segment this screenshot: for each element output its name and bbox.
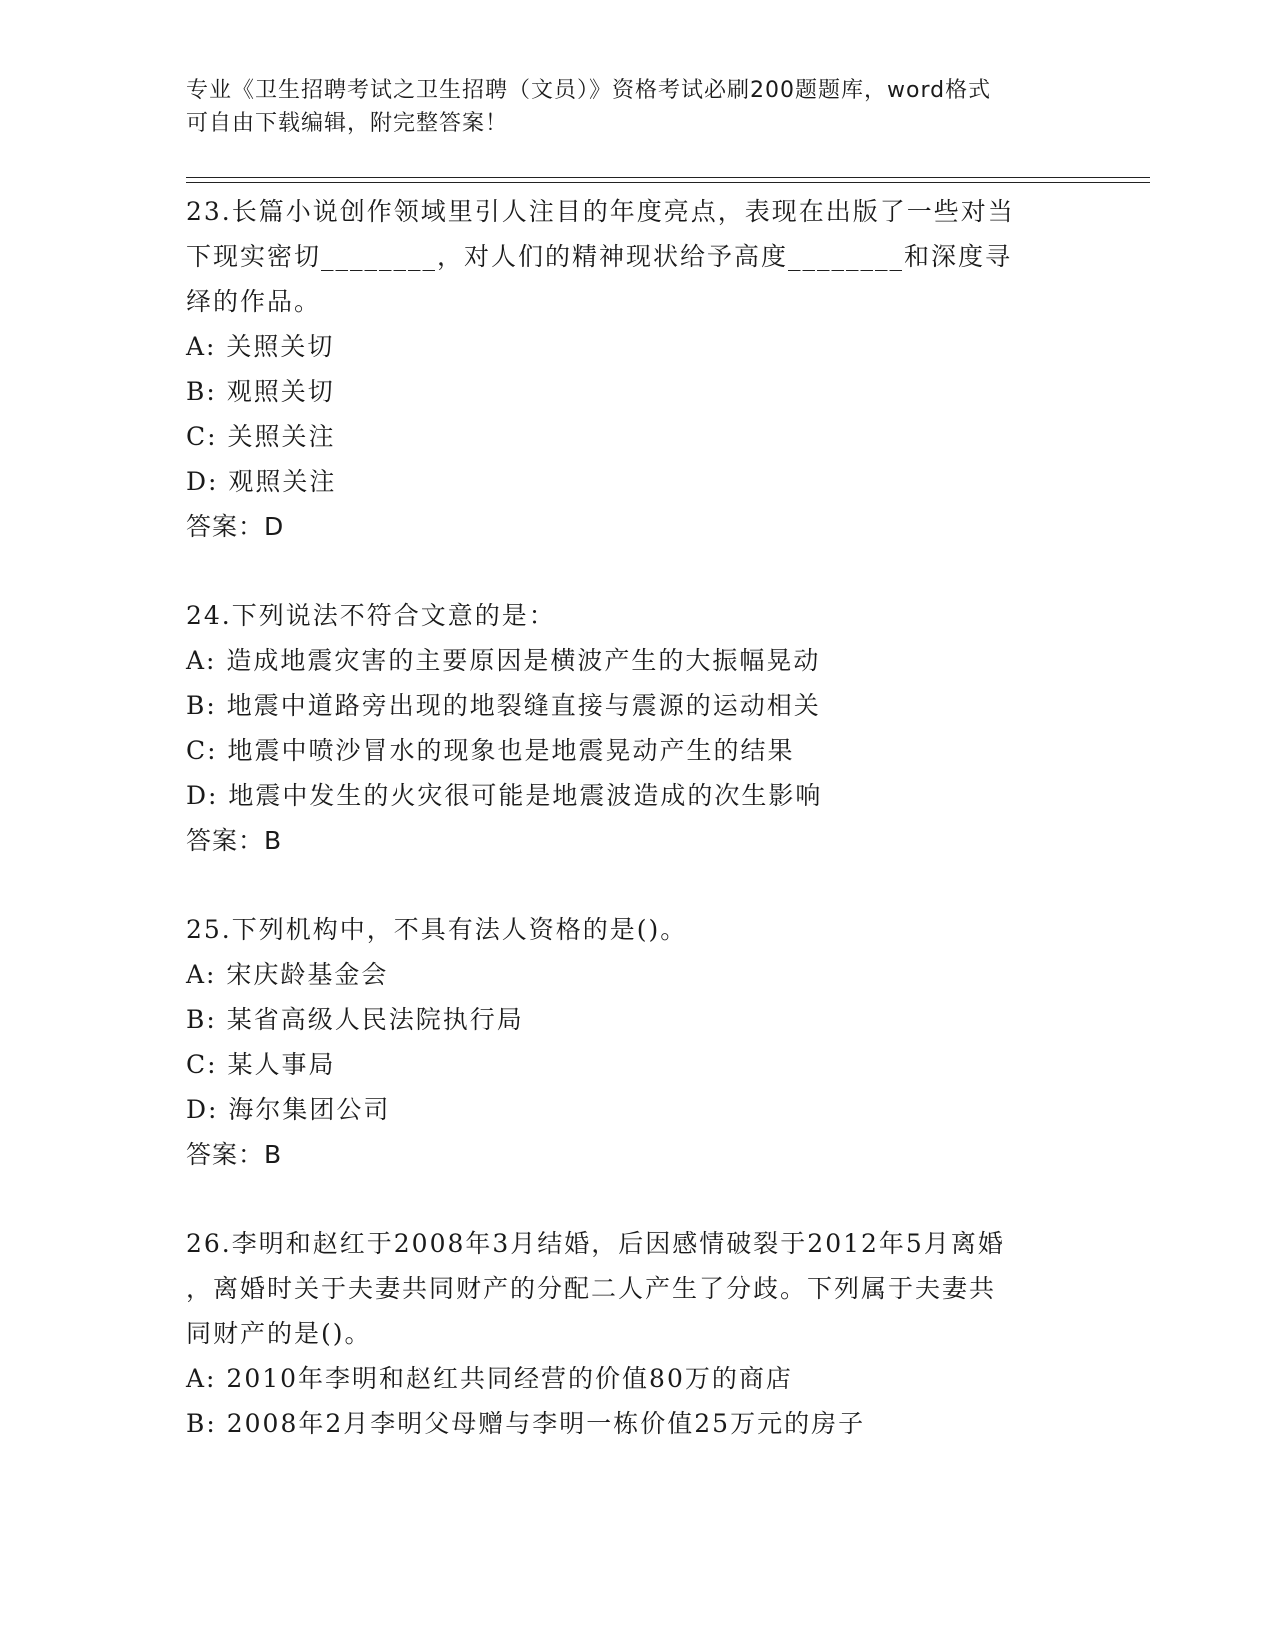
- option-b: B: 2008年2月李明父母赠与李明一栋价值25万元的房子: [186, 1409, 866, 1438]
- question-23: [186, 189, 1086, 549]
- question-stem-line: 24.下列说法不符合文意的是：: [186, 601, 556, 630]
- header-line-2: 可自由下载编辑，附完整答案！: [186, 111, 509, 136]
- header-divider-bottom: [186, 182, 1150, 183]
- question-stem-line: 同财产的是()。: [186, 1319, 372, 1348]
- option-c: C: 某人事局: [186, 1050, 336, 1079]
- answer-line: 答案：B: [186, 1140, 283, 1169]
- question-stem-line: 绎的作品。: [186, 287, 322, 316]
- spacer: [186, 863, 1086, 907]
- answer-line: 答案：D: [186, 512, 285, 541]
- header-divider-top: [186, 177, 1150, 178]
- option-c: C: 地震中喷沙冒水的现象也是地震晃动产生的结果: [186, 736, 795, 765]
- question-24: [186, 593, 1086, 863]
- option-a: A: 造成地震灾害的主要原因是横波产生的大振幅晃动: [186, 646, 821, 675]
- header-line-1: 专业《卫生招聘考试之卫生招聘（文员）》资格考试必刷200题题库，word格式: [186, 78, 992, 103]
- answer-line: 答案：B: [186, 826, 283, 855]
- question-25: [186, 907, 1086, 1177]
- option-b: B: 地震中道路旁出现的地裂缝直接与震源的运动相关: [186, 691, 821, 720]
- option-d: D: 观照关注: [186, 467, 337, 496]
- option-a: A: 关照关切: [186, 332, 335, 361]
- document-header: [186, 74, 1066, 140]
- question-stem-line: 25.下列机构中，不具有法人资格的是()。: [186, 915, 688, 944]
- question-stem-line: ，离婚时关于夫妻共同财产的分配二人产生了分歧。下列属于夫妻共: [186, 1274, 997, 1303]
- option-d: D: 海尔集团公司: [186, 1095, 391, 1124]
- spacer: [186, 1177, 1086, 1221]
- option-b: B: 观照关切: [186, 377, 335, 406]
- option-c: C: 关照关注: [186, 422, 336, 451]
- question-stem-line: 26.李明和赵红于2008年3月结婚，后因感情破裂于2012年5月离婚: [186, 1229, 1005, 1258]
- option-b: B: 某省高级人民法院执行局: [186, 1005, 524, 1034]
- question-stem-line: 23.长篇小说创作领域里引人注目的年度亮点，表现在出版了一些对当: [186, 197, 1015, 226]
- question-list: [186, 189, 1086, 1446]
- option-a: A: 2010年李明和赵红共同经营的价值80万的商店: [186, 1364, 793, 1393]
- option-d: D: 地震中发生的火灾很可能是地震波造成的次生影响: [186, 781, 823, 810]
- option-a: A: 宋庆龄基金会: [186, 960, 389, 989]
- question-26: [186, 1221, 1086, 1446]
- spacer: [186, 549, 1086, 593]
- question-stem-line: 下现实密切________，对人们的精神现状给予高度________和深度寻: [186, 242, 1013, 271]
